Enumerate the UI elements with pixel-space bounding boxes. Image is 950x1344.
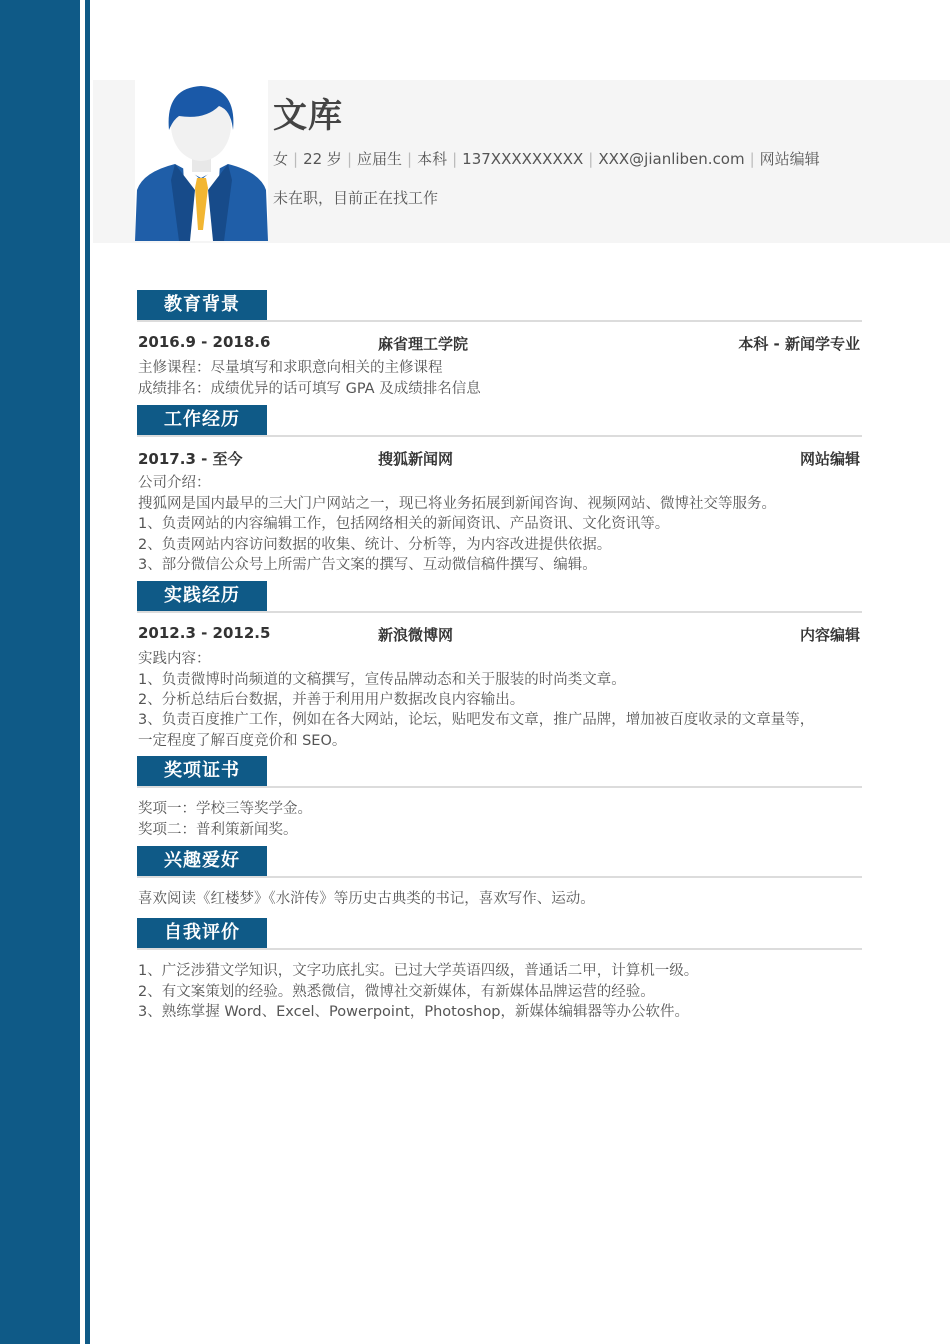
practice-line: 一定程度了解百度竞价和 SEO。: [138, 733, 347, 749]
self-evaluation-line: 2、有文案策划的经验。熟悉微信，微博社交新媒体，有新媒体品牌运营的经验。: [138, 984, 655, 1000]
section-rule: [137, 320, 862, 322]
gender: 女: [273, 150, 289, 168]
education-period: 2016.9 - 2018.6: [138, 333, 271, 351]
section-title-hobbies: 兴趣爱好: [137, 846, 267, 876]
practice-line: 2、分析总结后台数据，并善于利用用户数据改良内容输出。: [138, 692, 525, 708]
section-title-education: 教育背景: [137, 290, 267, 320]
education-major: 本科 - 新闻学专业: [738, 335, 860, 353]
work-line: 3、部分微信公众号上所需广告文案的撰写、互动微信稿件撰写、编辑。: [138, 557, 597, 573]
self-evaluation-line: 1、广泛涉猎文学知识，文字功底扎实。已过大学英语四级，普通话二甲，计算机一级。: [138, 963, 699, 979]
degree: 本科: [417, 150, 448, 168]
hobby-line: 喜欢阅读《红楼梦》《水浒传》等历史古典类的书记，喜欢写作、运动。: [138, 891, 595, 907]
section-title-practice: 实践经历: [137, 581, 267, 611]
practice-position: 内容编辑: [799, 626, 860, 644]
education-school: 麻省理工学院: [378, 335, 469, 353]
section-title-awards: 奖项证书: [137, 756, 267, 786]
work-position: 网站编辑: [799, 450, 860, 468]
work-line: 1、负责网站的内容编辑工作，包括网络相关的新闻资讯、产品资讯、文化资讯等。: [138, 516, 670, 532]
candidate-name: 文库: [273, 96, 343, 136]
job-status: 未在职，目前正在找工作: [273, 189, 439, 207]
education-line: 成绩排名：成绩优异的话可填写 GPA 及成绩排名信息: [138, 381, 481, 397]
email: XXX@jianliben.com: [598, 150, 745, 168]
section-rule: [137, 435, 862, 437]
avatar-person-icon: [135, 80, 268, 241]
award-line: 奖项一：学校三等奖学金。: [138, 801, 312, 817]
section-rule: [137, 948, 862, 950]
identity: 应届生: [357, 150, 403, 168]
self-evaluation-line: 3、熟练掌握 Word、Excel、Powerpoint，Photoshop，新媒体编辑器等办公软件。: [138, 1004, 690, 1020]
section-rule: [137, 611, 862, 613]
practice-period: 2012.3 - 2012.5: [138, 624, 271, 642]
work-line: 搜狐网是国内最早的三大门户网站之一，现已将业务拓展到新闻咨询、视频网站、微博社交等服务。: [138, 496, 776, 512]
section-title-self-evaluation: 自我评价: [137, 918, 267, 948]
award-line: 奖项二：普利策新闻奖。: [138, 822, 298, 838]
section-title-work: 工作经历: [137, 405, 267, 435]
job-target: 网站编辑: [759, 150, 820, 168]
avatar: [135, 80, 268, 241]
education-row: [138, 333, 860, 353]
basic-info-line: 女 | 22 岁 | 应届生 | 本科 | 137XXXXXXXXX | XXX@jianliben.com | 网站编辑: [273, 150, 820, 168]
practice-line: 1、负责微博时尚频道的文稿撰写，宣传品牌动态和关于服装的时尚类文章。: [138, 672, 626, 688]
work-period: 2017.3 - 至今: [138, 450, 243, 468]
section-rule: [137, 876, 862, 878]
work-line: 公司介绍：: [138, 475, 211, 491]
work-row: [138, 448, 860, 468]
work-line: 2、负责网站内容访问数据的收集、统计、分析等，为内容改进提供依据。: [138, 537, 612, 553]
section-rule: [137, 786, 862, 788]
education-line: 主修课程：尽量填写和求职意向相关的主修课程: [138, 360, 443, 376]
practice-line: 实践内容：: [138, 651, 211, 667]
left-sidebar-strip: [85, 0, 90, 1344]
work-company: 搜狐新闻网: [378, 450, 454, 468]
practice-row: [138, 624, 860, 644]
left-sidebar-band: [0, 0, 80, 1344]
phone: 137XXXXXXXXX: [462, 150, 584, 168]
practice-line: 3、负责百度推广工作，例如在各大网站，论坛，贴吧发布文章，推广品牌，增加被百度收录的文章量等，: [138, 712, 815, 728]
age: 22 岁: [303, 150, 342, 168]
practice-company: 新浪微博网: [378, 626, 454, 644]
